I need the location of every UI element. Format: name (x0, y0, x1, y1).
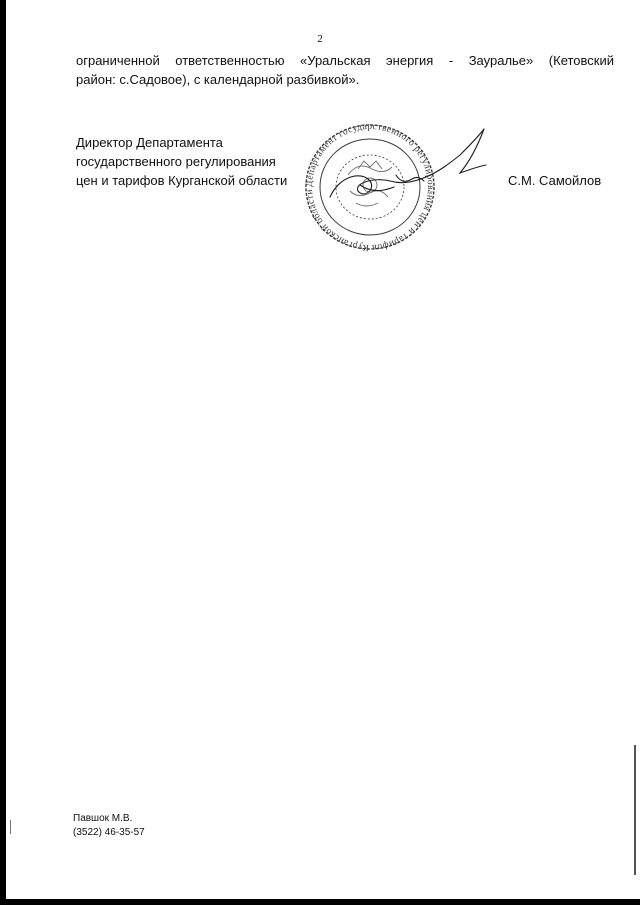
executor-info (73, 812, 145, 840)
body-paragraph (76, 51, 614, 89)
page-number: 2 (317, 33, 323, 45)
signer-name: С.М. Самойлов (508, 173, 602, 188)
body-line-1: ограниченной ответственностью «Уральская энергия - Зауралье» (Кетовский (76, 53, 614, 68)
official-seal-with-signature (300, 115, 500, 255)
executor-phone: (3522) 46-35-57 (73, 827, 145, 838)
position-line-3: цен и тарифов Курганской области (76, 173, 288, 188)
scan-edge-left (0, 0, 6, 905)
position-line-1: Директор Департамента (76, 135, 223, 150)
signatory-position (76, 133, 287, 190)
executor-name: Павшок М.В. (73, 813, 133, 824)
scan-mark-right (634, 745, 636, 875)
seal-ring-textpath: Департамент государственного регулирования цен и тарифов Курганской области (304, 121, 436, 253)
seal-ring-text (305, 122, 435, 252)
body-line-2: район: с.Садовое), с календарной разбивкой». (76, 72, 360, 87)
scan-mark-left (10, 820, 11, 834)
scan-edge-bottom (0, 899, 640, 905)
position-line-2: государственного регулирования (76, 154, 276, 169)
